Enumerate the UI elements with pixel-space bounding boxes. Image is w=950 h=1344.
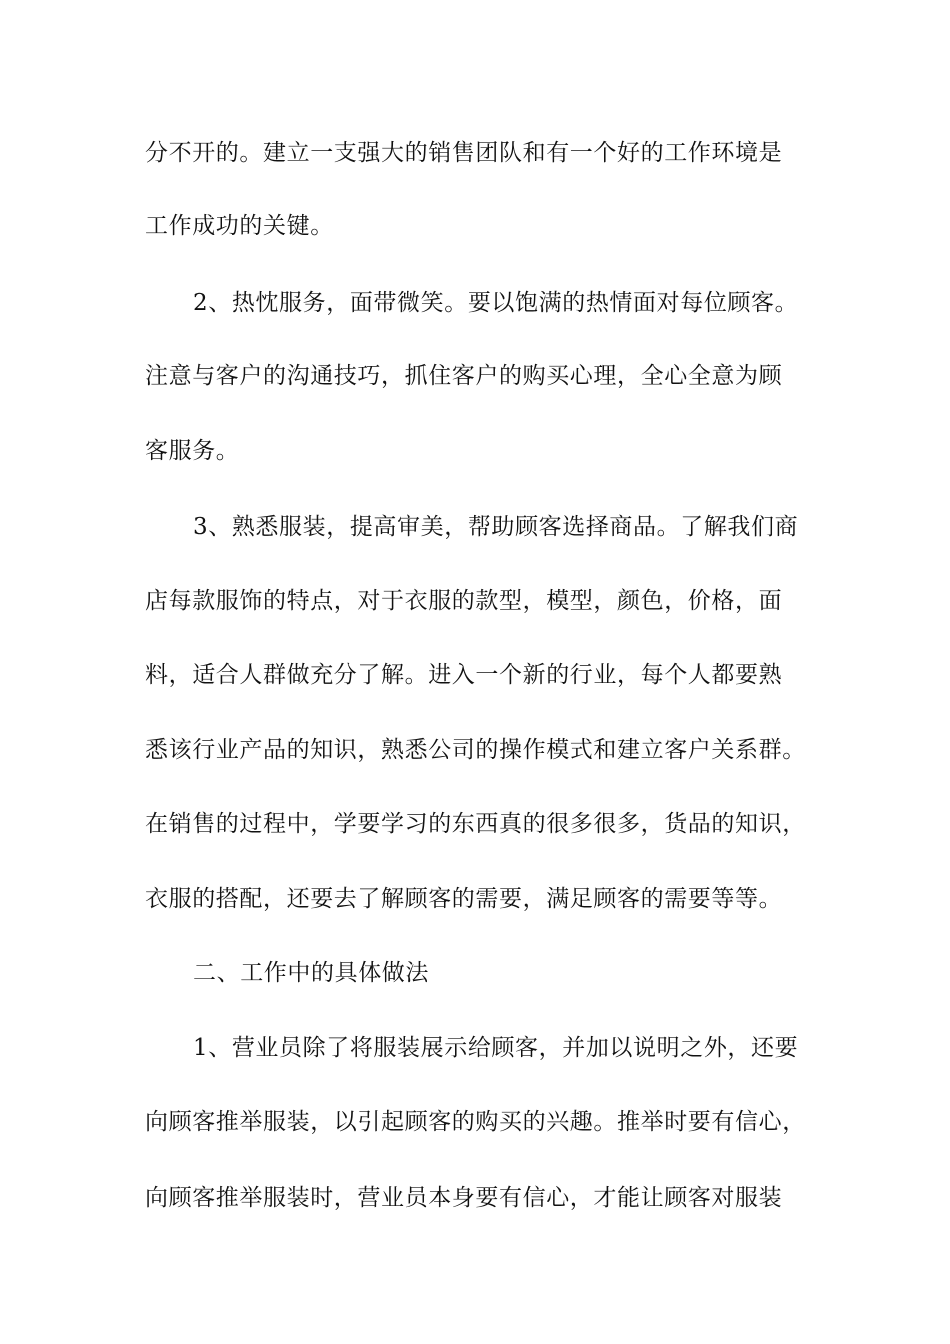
text-line: 衣服的搭配，还要去了解顾客的需要，满足顾客的需要等等。 xyxy=(145,886,783,912)
paragraph-start-line: 2、热忱服务，面带微笑。要以饱满的热情面对每位顾客。 xyxy=(193,290,799,316)
text-line: 工作成功的关键。 xyxy=(145,213,334,239)
section-heading: 二、工作中的具体做法 xyxy=(193,960,429,986)
paragraph-start-line: 3、熟悉服装，提高审美，帮助顾客选择商品。了解我们商 xyxy=(193,514,799,540)
text-line: 注意与客户的沟通技巧，抓住客户的购买心理，全心全意为顾 xyxy=(145,363,783,389)
text-line: 在销售的过程中，学要学习的东西真的很多很多，货品的知识， xyxy=(145,811,806,837)
text-line: 店每款服饰的特点，对于衣服的款型，模型，颜色，价格，面 xyxy=(145,588,783,614)
text-line: 悉该行业产品的知识，熟悉公司的操作模式和建立客户关系群。 xyxy=(145,737,806,763)
text-line: 分不开的。建立一支强大的销售团队和有一个好的工作环境是 xyxy=(145,140,783,166)
text-line: 客服务。 xyxy=(145,438,240,464)
text-line: 向顾客推举服装，以引起顾客的购买的兴趣。推举时要有信心， xyxy=(145,1109,806,1135)
text-line: 向顾客推举服装时，营业员本身要有信心，才能让顾客对服装 xyxy=(145,1185,783,1211)
text-line: 料，适合人群做充分了解。进入一个新的行业，每个人都要熟 xyxy=(145,662,783,688)
paragraph-start-line: 1、营业员除了将服装展示给顾客，并加以说明之外，还要 xyxy=(193,1035,799,1061)
